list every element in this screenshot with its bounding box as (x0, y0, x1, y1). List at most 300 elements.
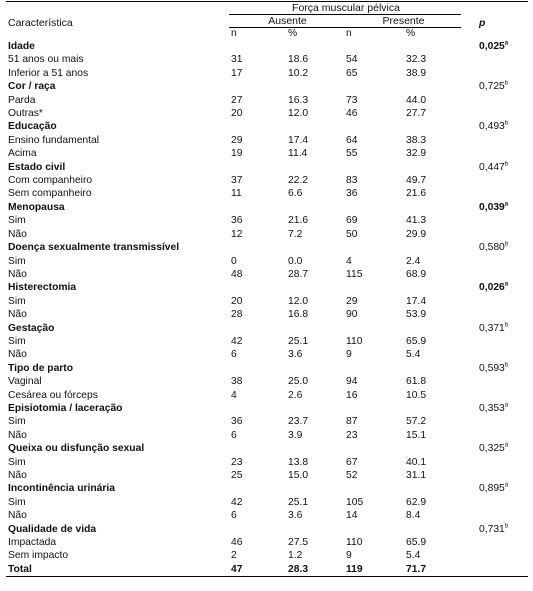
p-value: 0,731 (479, 523, 505, 535)
p-value-test-marker: b (504, 80, 509, 87)
category-label: Parda (8, 94, 36, 106)
n-absent-cell: 0 (231, 255, 237, 267)
category-label: Não (8, 429, 27, 441)
empty-cell (344, 80, 404, 93)
pct-absent-cell: 25.1 (288, 335, 309, 347)
total-label: Total (6, 563, 229, 577)
p-value-cell (461, 523, 528, 536)
empty-cell (461, 53, 528, 66)
section-label: Estado civil (8, 161, 66, 173)
empty-cell (344, 402, 404, 415)
pct-absent-cell: 12.0 (288, 295, 309, 307)
table-row (6, 53, 528, 66)
pct-absent-cell: 11.4 (288, 148, 308, 160)
empty-cell (404, 40, 461, 53)
section-row (6, 80, 528, 93)
n-present-cell: 83 (346, 175, 358, 187)
n-absent-cell: 11 (231, 188, 242, 200)
table-row (6, 509, 528, 522)
table-row (6, 469, 528, 482)
section-label: Tipo de parto (8, 362, 74, 374)
empty-cell (461, 67, 528, 80)
category-label: Não (8, 309, 27, 321)
table-row (6, 295, 528, 308)
empty-cell (286, 281, 344, 294)
pct-present-cell: 62.9 (406, 496, 427, 508)
table-row (6, 375, 528, 388)
empty-cell (461, 549, 528, 562)
pct-present-cell: 53.9 (406, 309, 427, 321)
empty-cell (286, 523, 344, 536)
empty-cell (286, 241, 344, 254)
table-row (6, 174, 528, 187)
n-absent-cell: 31 (231, 54, 243, 66)
n-present-cell: 69 (346, 215, 358, 227)
pct-present-cell: 2.4 (406, 255, 421, 267)
p-value-test-marker: b (504, 241, 509, 248)
empty-cell (344, 322, 404, 335)
n-present-cell: 65 (346, 67, 358, 79)
category-label: Ensino fundamental (8, 134, 100, 146)
pct-present-cell: 5.4 (406, 349, 421, 361)
pct-absent-cell: 7.2 (288, 228, 303, 240)
pct-absent-cell: 0.0 (288, 255, 303, 267)
total-n-absent: 47 (229, 563, 286, 577)
section-row (6, 482, 528, 495)
empty-cell (344, 362, 404, 375)
pct-present-cell: 65.9 (406, 335, 427, 347)
total-n-present: 119 (344, 563, 404, 577)
n-absent-cell: 36 (231, 215, 243, 227)
p-value: 0,371 (479, 322, 505, 334)
p-value-test-marker: b (504, 523, 509, 530)
category-label: Não (8, 268, 27, 280)
n-present-cell: 16 (346, 389, 358, 401)
empty-cell (461, 308, 528, 321)
empty-cell (344, 120, 404, 133)
empty-cell (461, 228, 528, 241)
n-present-cell: 64 (346, 134, 358, 146)
n-absent-header: n (231, 28, 237, 39)
section-row (6, 442, 528, 455)
n-absent-cell: 29 (231, 134, 243, 146)
pct-absent-cell: 16.3 (288, 94, 309, 106)
empty-cell (404, 442, 461, 455)
empty-cell (404, 322, 461, 335)
empty-cell (461, 94, 528, 107)
table-row (6, 415, 528, 428)
present-header: Presente (344, 15, 461, 28)
table-row (6, 134, 528, 147)
empty-cell (286, 362, 344, 375)
empty-cell (461, 469, 528, 482)
n-present-cell: 105 (346, 496, 364, 508)
table-row (6, 308, 528, 321)
pct-present-cell: 40.1 (406, 456, 427, 468)
empty-cell (344, 523, 404, 536)
pct-present-cell: 10.5 (406, 389, 427, 401)
n-present-cell: 36 (346, 188, 358, 200)
pct-absent-cell: 18.6 (288, 54, 309, 66)
pct-absent-cell: 25.1 (288, 496, 309, 508)
empty-cell (461, 375, 528, 388)
total-pct-absent: 28.3 (286, 563, 344, 577)
n-absent-cell: 27 (231, 94, 243, 106)
empty-cell (404, 201, 461, 214)
pct-absent-cell: 3.6 (288, 510, 303, 522)
p-value-cell (461, 40, 528, 53)
section-row (6, 40, 528, 53)
pct-present-cell: 38.9 (406, 67, 427, 79)
p-value: 0,447 (479, 161, 505, 173)
empty-cell (404, 80, 461, 93)
pct-present-cell: 15.1 (406, 429, 427, 441)
n-present-cell: 14 (346, 510, 358, 522)
n-present-cell: 52 (346, 470, 358, 481)
pct-present-cell: 21.6 (406, 188, 427, 200)
empty-cell (286, 402, 344, 415)
p-value: 0,025 (479, 41, 505, 52)
p-value: 0,026 (479, 282, 505, 294)
pct-absent-cell: 22.2 (288, 175, 309, 187)
pct-absent-cell: 15.0 (288, 470, 309, 481)
section-label: Menopausa (8, 201, 65, 213)
empty-cell (229, 40, 286, 53)
category-label: Cesárea ou fórceps (8, 389, 98, 401)
n-present-cell: 9 (346, 349, 352, 361)
empty-cell (461, 456, 528, 469)
section-label: Doença sexualmente transmissível (8, 242, 180, 254)
p-value-cell (461, 402, 528, 415)
n-present-cell: 4 (346, 255, 352, 267)
empty-cell (229, 442, 286, 455)
pct-absent-cell: 27.5 (288, 537, 309, 549)
empty-cell (286, 482, 344, 495)
header-row-1 (6, 2, 528, 15)
empty-cell (404, 482, 461, 495)
p-value-cell (461, 281, 528, 294)
table-header (6, 2, 528, 41)
pct-absent-cell: 17.4 (288, 134, 309, 146)
pct-present-cell: 8.4 (406, 510, 421, 522)
p-value-test-marker: b (504, 121, 509, 128)
category-label: Sim (8, 456, 26, 468)
n-present-cell: 50 (346, 228, 358, 240)
empty-cell (229, 482, 286, 495)
empty-cell (461, 174, 528, 187)
p-value-cell (461, 80, 528, 93)
n-absent-cell: 42 (231, 335, 243, 347)
section-row (6, 362, 528, 375)
section-row (6, 241, 528, 254)
pct-absent-cell: 13.8 (288, 456, 309, 468)
empty-cell (404, 402, 461, 415)
empty-cell (286, 40, 344, 53)
table-row (6, 94, 528, 107)
n-absent-cell: 36 (231, 416, 243, 428)
table-row (6, 389, 528, 402)
category-label: Impactada (8, 537, 57, 549)
empty-cell (286, 442, 344, 455)
p-value-test-marker: b (504, 362, 509, 369)
p-value-cell (461, 201, 528, 214)
empty-cell (461, 107, 528, 120)
p-value: 0,325 (479, 443, 505, 455)
empty-cell (286, 80, 344, 93)
pct-absent-cell: 3.9 (288, 429, 303, 441)
empty-cell (461, 214, 528, 227)
section-label: Idade (8, 41, 35, 52)
empty-cell (461, 335, 528, 348)
n-absent-cell: 20 (231, 108, 243, 120)
n-absent-cell: 12 (231, 228, 243, 240)
empty-cell (461, 536, 528, 549)
empty-cell (229, 322, 286, 335)
n-absent-cell: 2 (231, 550, 237, 562)
table-row (6, 335, 528, 348)
pct-present-cell: 27.7 (406, 108, 427, 120)
pct-absent-cell: 12.0 (288, 108, 309, 120)
empty-cell (286, 201, 344, 214)
p-value-test-marker: b (504, 161, 509, 168)
category-label: Inferior a 51 anos (8, 67, 89, 79)
p-value: 0,353 (479, 402, 505, 414)
n-present-cell: 46 (346, 108, 358, 120)
p-value: 0,593 (479, 362, 505, 374)
table-row (6, 228, 528, 241)
pct-present-cell: 44.0 (406, 94, 427, 106)
section-row (6, 402, 528, 415)
category-label: Acima (8, 148, 37, 160)
section-label: Incontinência urinária (8, 483, 115, 495)
section-label: Histerectomia (8, 282, 77, 294)
pct-present-cell: 32.9 (406, 148, 427, 160)
table-row (6, 255, 528, 268)
n-absent-cell: 6 (231, 429, 237, 441)
section-label: Cor / raça (8, 81, 56, 93)
p-value: 0,493 (479, 121, 505, 133)
section-label: Queixa ou disfunção sexual (8, 443, 145, 455)
empty-cell (404, 281, 461, 294)
table-row (6, 214, 528, 227)
category-label: Sem impacto (8, 550, 69, 562)
category-label: Sim (8, 255, 26, 267)
pct-absent-cell: 28.7 (288, 268, 309, 280)
p-value: 0,895 (479, 483, 505, 495)
p-value-test-marker: a (504, 281, 509, 288)
category-label: Sim (8, 416, 26, 428)
p-value: 0,039 (479, 201, 505, 213)
section-row (6, 281, 528, 294)
category-label: Sem companheiro (8, 188, 92, 200)
empty-cell (461, 429, 528, 442)
empty-cell (344, 281, 404, 294)
p-value: 0,580 (479, 242, 505, 254)
p-value: 0,725 (479, 81, 505, 93)
empty-cell (229, 362, 286, 375)
n-absent-cell: 38 (231, 376, 243, 388)
n-present-cell: 67 (346, 456, 358, 468)
section-row (6, 161, 528, 174)
empty-cell (229, 281, 286, 294)
table-row (6, 456, 528, 469)
table-row (6, 496, 528, 509)
empty-cell (344, 442, 404, 455)
n-present-cell: 23 (346, 429, 358, 441)
n-absent-cell: 20 (231, 295, 243, 307)
empty-cell (286, 322, 344, 335)
table-row (6, 536, 528, 549)
category-label: Sim (8, 295, 26, 307)
empty-cell (404, 120, 461, 133)
p-value-test-marker: a (504, 201, 509, 208)
empty-cell (344, 482, 404, 495)
pct-present-cell: 57.2 (406, 416, 427, 428)
absent-header: Ausente (229, 15, 344, 28)
pct-present-cell: 29.9 (406, 228, 427, 240)
pct-absent-cell: 16.8 (288, 309, 309, 321)
section-row (6, 201, 528, 214)
pct-absent-cell: 1.2 (288, 550, 303, 562)
empty-cell (461, 268, 528, 281)
empty-cell (461, 348, 528, 361)
pct-present-cell: 68.9 (406, 268, 427, 280)
category-label: Sim (8, 215, 26, 227)
n-present-header: n (346, 28, 352, 39)
p-value-cell (461, 120, 528, 133)
n-present-cell: 87 (346, 416, 358, 428)
n-absent-cell: 25 (231, 470, 243, 481)
empty-cell (229, 523, 286, 536)
empty-cell (461, 496, 528, 509)
pct-absent-cell: 25.0 (288, 376, 309, 388)
n-absent-cell: 17 (231, 67, 243, 79)
empty-cell (229, 80, 286, 93)
pct-absent-header: % (288, 28, 298, 39)
n-present-cell: 73 (346, 94, 358, 106)
section-label: Educação (8, 121, 57, 133)
table-row (6, 187, 528, 200)
empty-cell (229, 120, 286, 133)
pct-absent-cell: 6.6 (288, 188, 303, 200)
empty-cell (461, 295, 528, 308)
n-absent-cell: 42 (231, 496, 243, 508)
empty-cell (461, 134, 528, 147)
empty-cell (344, 241, 404, 254)
p-value-test-marker: a (504, 40, 509, 47)
p-value-cell (461, 161, 528, 174)
n-absent-cell: 48 (231, 268, 243, 280)
p-value-cell (461, 442, 528, 455)
empty-cell (344, 201, 404, 214)
p-header: p (461, 2, 528, 41)
table-body (6, 40, 528, 577)
empty-cell (461, 147, 528, 160)
p-value-test-marker: b (504, 322, 509, 329)
p-value-cell (461, 482, 528, 495)
table-row (6, 348, 528, 361)
empty-cell (344, 161, 404, 174)
empty-cell (286, 161, 344, 174)
empty-cell (461, 563, 528, 577)
pct-present-cell: 49.7 (406, 175, 427, 187)
p-value-cell (461, 362, 528, 375)
pct-absent-cell: 3.6 (288, 349, 303, 361)
n-present-cell: 54 (346, 54, 358, 66)
n-absent-cell: 37 (231, 175, 243, 187)
section-label: Qualidade de vida (8, 523, 97, 535)
p-value-test-marker: a (504, 402, 509, 409)
n-absent-cell: 23 (231, 456, 243, 468)
n-present-cell: 94 (346, 376, 358, 388)
section-label: Episiotomia / laceração (8, 402, 123, 414)
n-absent-cell: 4 (231, 389, 237, 401)
empty-cell (404, 161, 461, 174)
category-label: Vaginal (8, 376, 42, 388)
n-absent-cell: 46 (231, 537, 243, 549)
empty-cell (229, 161, 286, 174)
category-label: Sim (8, 335, 26, 347)
empty-cell (404, 362, 461, 375)
empty-cell (344, 40, 404, 53)
pct-present-cell: 41.3 (406, 215, 427, 227)
section-row (6, 120, 528, 133)
pct-present-cell: 17.4 (406, 295, 427, 307)
category-label: Outras* (8, 108, 43, 120)
category-label: Não (8, 470, 27, 481)
section-row (6, 523, 528, 536)
table-row (6, 107, 528, 120)
section-label: Gestação (8, 322, 55, 334)
pct-present-cell: 5.4 (406, 550, 421, 562)
total-pct-present: 71.7 (404, 563, 461, 577)
pct-present-cell: 65.9 (406, 537, 427, 549)
category-label: Sim (8, 496, 26, 508)
table-row (6, 67, 528, 80)
results-table (6, 1, 528, 577)
category-label: Não (8, 349, 27, 361)
empty-cell (229, 201, 286, 214)
empty-cell (461, 389, 528, 402)
empty-cell (229, 402, 286, 415)
group-title-header: Força muscular pélvica (229, 2, 461, 15)
n-present-cell: 55 (346, 148, 358, 160)
table-row (6, 549, 528, 562)
empty-cell (229, 241, 286, 254)
n-absent-cell: 19 (231, 148, 243, 160)
n-present-cell: 9 (346, 550, 352, 562)
n-absent-cell: 6 (231, 349, 237, 361)
empty-cell (286, 120, 344, 133)
empty-cell (461, 255, 528, 268)
section-row (6, 322, 528, 335)
table-row (6, 429, 528, 442)
n-present-cell: 110 (346, 537, 363, 549)
category-label: Com companheiro (8, 175, 93, 187)
table-row (6, 147, 528, 160)
pct-present-cell: 38.3 (406, 134, 427, 146)
empty-cell (461, 415, 528, 428)
p-value-test-marker: a (504, 442, 509, 449)
n-absent-cell: 28 (231, 309, 243, 321)
characteristic-header: Característica (6, 2, 229, 41)
n-absent-cell: 6 (231, 510, 237, 522)
p-value-cell (461, 241, 528, 254)
pct-absent-cell: 2.6 (288, 389, 303, 401)
category-label: Não (8, 510, 27, 522)
empty-cell (461, 509, 528, 522)
pct-absent-cell: 10.2 (288, 67, 309, 79)
